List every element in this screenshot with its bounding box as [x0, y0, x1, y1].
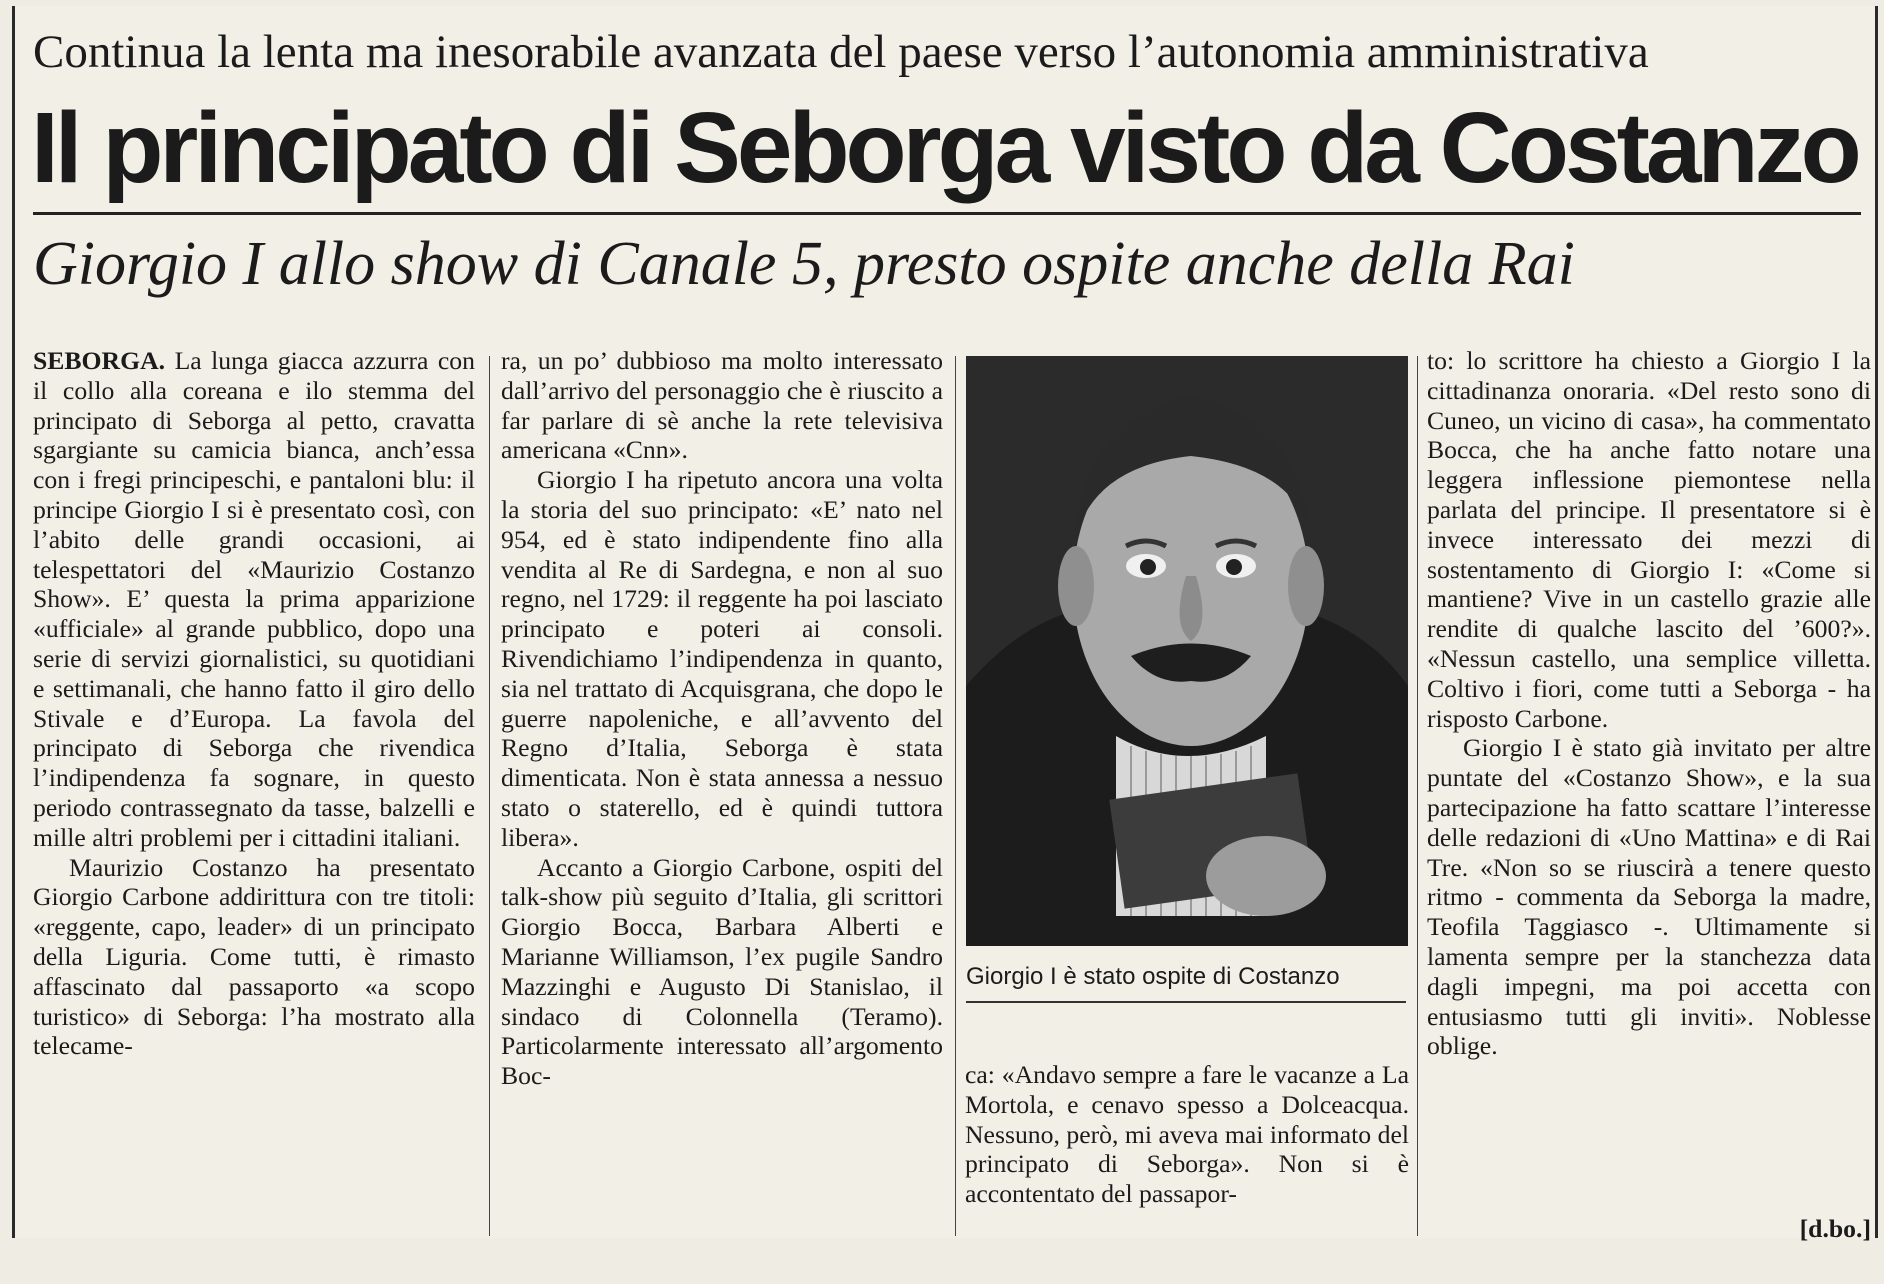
- paragraph: [33, 346, 475, 853]
- headline-rule: [33, 212, 1861, 215]
- dateline: SEBORGA.: [33, 346, 166, 375]
- headline: Il principato di Seborga visto da Costanzo: [31, 92, 1858, 204]
- newspaper-clipping: [12, 6, 1878, 1243]
- paragraph: Accanto a Giorgio Carbone, ospiti del talk-show più seguito d’Italia, gli scrittori Giorgio Bocca, Barbara Alberti e Marianne Williamson, l’ex pugile Sandro Mazzinghi e Augusto Di Stanislao, il sindaco di Colonnella (Teramo). Particolarmente interessato all’argomento Boc-: [501, 852, 943, 1091]
- paragraph: to: lo scrittore ha chiesto a Giorgio I la cittadinanza onoraria. «Del resto sono di Cuneo, un vicino di casa», ha commentato Bocca, che ha anche fatto notare una leggera inflessione piemontese nella parlata del principe. Il presentatore si è invece interessato dei mezzi di sostentamento di Giorgio I: «Come si mantiene? Vive in un castello grazie alle rendite di qualche lascito del ’600?». «Nessun castello, una semplice villetta. Coltivo i fiori, come tutti a Seborga - ha risposto Carbone.: [1427, 346, 1871, 733]
- photo-caption: Giorgio I è stato ospite di Costanzo: [966, 963, 1340, 990]
- author-signature: [d.bo.]: [1799, 1214, 1871, 1243]
- portrait-illustration: [966, 356, 1408, 946]
- portrait-photo: [966, 356, 1408, 946]
- column-divider: [955, 356, 956, 1236]
- paragraph-text: La lunga giacca azzurra con il collo alla coreana e ilo stemma del principato di Seborga al petto, cravatta sgargiante su camicia bianca, anch’essa con i fregi principeschi, e pantaloni blu: il principe Giorgio I si è presentato così, con l’abito delle grandi occasioni, ai telespettatori del «Maurizio Costanzo Show». E’ questa la prima apparizione «ufficiale» al grande pubblico, dopo una serie di servizi giornalistici, su quotidiani e settimanali, che hanno fatto il giro dello Stivale e d’Europa. La favola del principato di Seborga che rivendica l’indipendenza fa sognare, in questo periodo contrassegnato da tasse, balzelli e mille altri problemi per i cittadini italiani.: [33, 346, 475, 852]
- paragraph: ra, un po’ dubbioso ma molto interessato dall’arrivo del personaggio che è riuscito a far parlare di sè anche la rete televisiva americana «Cnn».: [501, 346, 943, 465]
- article-column-4: [1427, 346, 1871, 1061]
- paragraph: Giorgio I ha ripetuto ancora una volta la storia del suo principato: «E’ nato nel 954, ed è stato indipendente fino alla vendita al Re di Sardegna, e non al suo regno, nel 1729: il reggente ha poi lasciato principato e poteri ai consoli. Rivendichiamo l’indipendenza in quanto, sia nel trattato di Acquisgrana, che dopo le guerre napoleniche, e all’avvento del Regno d’Italia, Seborga è stata dimenticata. Non è stata annessa a nessuo stato o staterello, ed è quindi tuttora libera».: [501, 465, 943, 852]
- paragraph: Giorgio I è stato già invitato per altre puntate del «Costanzo Show», e la sua partecipazione ha fatto scattare l’interesse delle redazioni di «Uno Mattina» e di Rai Tre. «Non so se riuscirà a tenere questo ritmo - commenta da Seborga la madre, Teofila Taggiasco -. Ultimamente si lamenta sempre per la stanchezza data dagli impegni, ma poi accetta con entusiasmo tutti gli inviti». Noblesse oblige.: [1427, 733, 1871, 1061]
- column-divider: [1417, 356, 1418, 1236]
- caption-rule: [966, 1001, 1406, 1003]
- kicker-line: Continua la lenta ma inesorabile avanzata del paese verso l’autonomia amministrativa: [33, 26, 1649, 78]
- article-column-3: [965, 1060, 1409, 1209]
- article-column-2: [501, 346, 943, 1091]
- paragraph: ca: «Andavo sempre a fare le vacanze a La Mortola, e cenavo spesso a Dolceacqua. Nessuno, però, mi aveva mai informato del principato di Seborga». Non si è accontentato del passapor-: [965, 1060, 1409, 1209]
- article-column-1: [33, 346, 475, 1061]
- deck-subheadline: Giorgio I allo show di Canale 5, presto ospite anche della Rai: [33, 230, 1575, 298]
- column-divider: [489, 356, 490, 1236]
- paragraph: Maurizio Costanzo ha presentato Giorgio Carbone addirittura con tre titoli: «reggente, capo, leader» di un principato della Liguria. Come tutti, è rimasto affascinato dal passaporto «a scopo turistico» di Seborga: l’ha mostrato alla telecame-: [33, 852, 475, 1061]
